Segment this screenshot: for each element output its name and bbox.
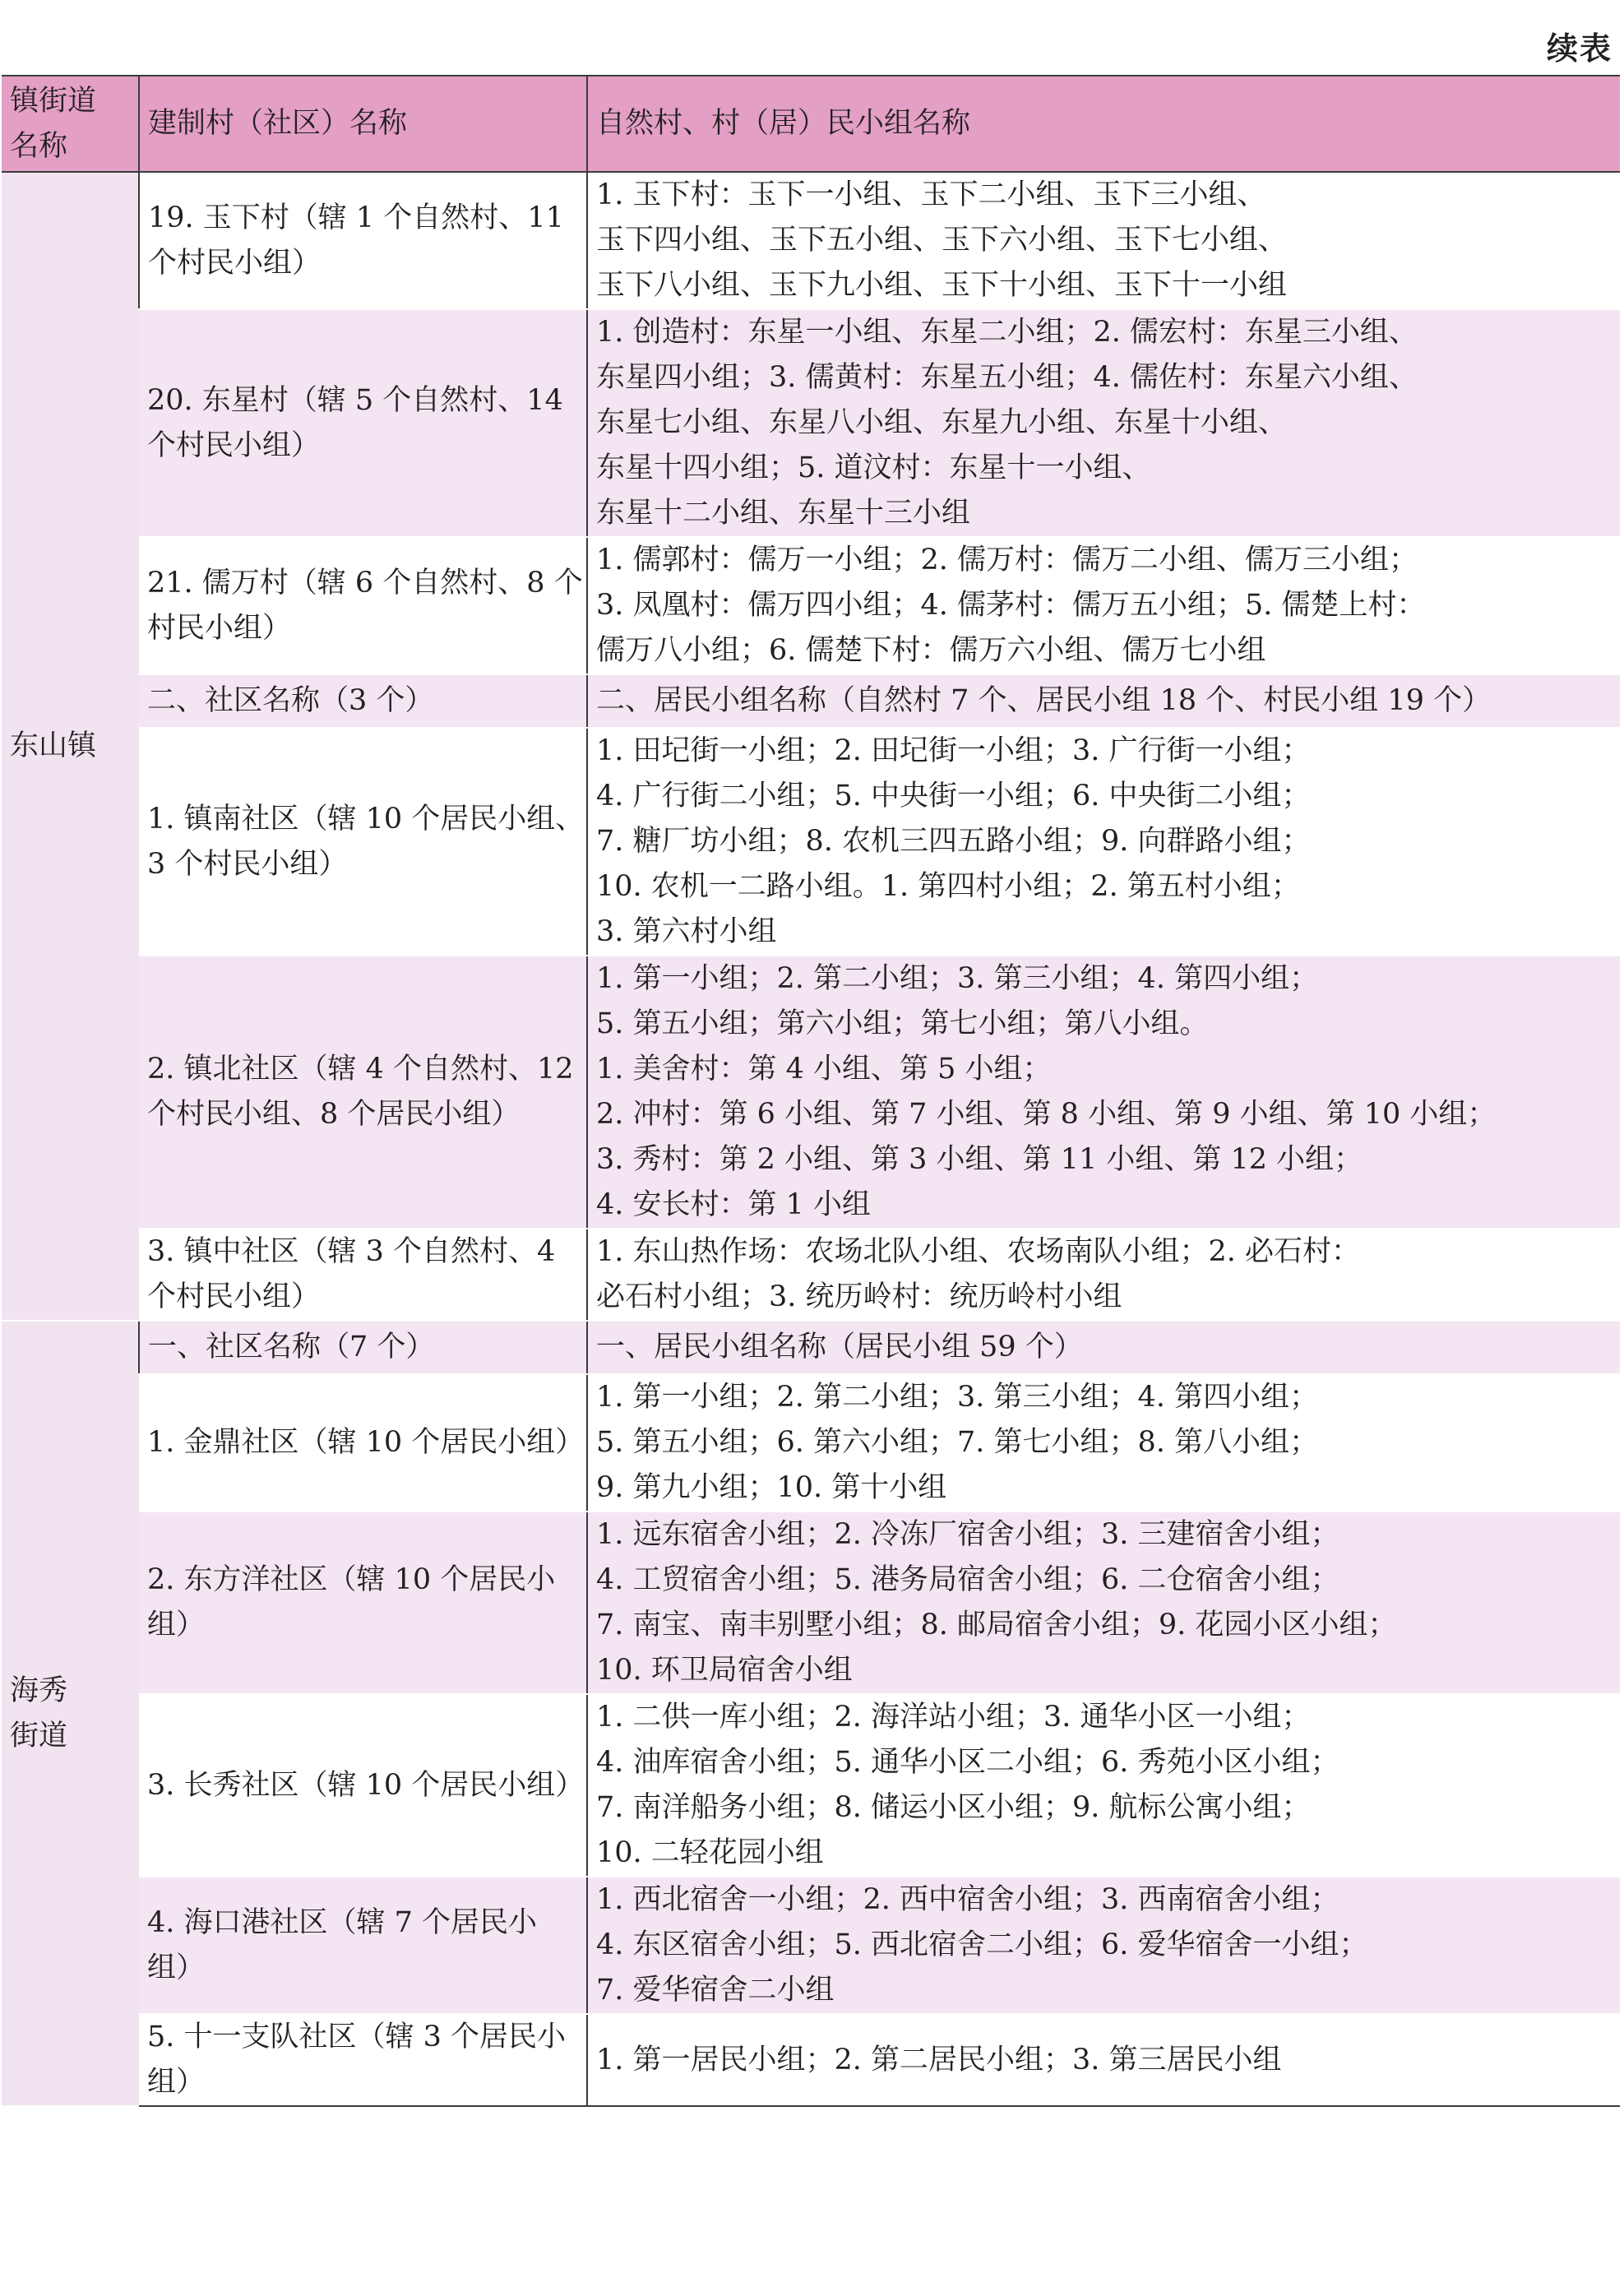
village-name-line: 3 个村民小组） [147,847,348,881]
village-group-table [2,75,1620,2107]
header-town-line: 镇街道 [10,84,97,118]
town-cell [2,172,139,1321]
group-list-line: 4. 安长村：第 1 小组 [596,1188,872,1221]
group-list-cell [587,1694,1620,1877]
group-list-line: 1. 二供一库小组；2. 海洋站小组；3. 通华小区一小组； [596,1701,1311,1734]
group-list-line: 4. 工贸宿舍小组；5. 港务局宿舍小组；6. 二仓宿舍小组； [596,1563,1339,1596]
group-list-line: 4. 广行街二小组；5. 中央街一小组；6. 中央街二小组； [596,780,1311,812]
village-name-cell [139,2014,587,2106]
village-name-line: 组） [147,1951,206,1984]
table-body [2,172,1620,2106]
group-list-line: 玉下八小组、玉下九小组、玉下十小组、玉下十一小组 [596,269,1288,302]
village-name-line: 21. 儒万村（辖 6 个自然村、8 个 [147,566,583,600]
village-name-line: 3. 镇中社区（辖 3 个自然村、4 [147,1235,556,1268]
village-name-line: 2. 镇北社区（辖 4 个自然村、12 [147,1053,574,1086]
village-name-line: 2. 东方洋社区（辖 10 个居民小 [147,1563,556,1596]
village-name-line: 组） [147,1609,206,1641]
group-list-line: 1. 美舍村：第 4 小组、第 5 小组； [596,1053,1052,1086]
header-village: 建制村（社区）名称 [139,76,587,172]
group-list-line: 3. 秀村：第 2 小组、第 3 小组、第 11 小组、第 12 小组； [596,1143,1363,1176]
village-name-line: 个村民小组、8 个居民小组） [147,1098,521,1131]
table-row [2,1321,1620,1374]
village-name-line: 组） [147,2066,206,2099]
town-name-line: 东山镇 [10,729,97,762]
village-name-line: 个村民小组） [148,246,322,280]
header-groups: 自然村、村（居）民小组名称 [587,76,1620,172]
group-list-line: 东星十二小组、东星十三小组 [596,497,971,530]
group-list-cell [587,309,1620,537]
table-row [2,309,1620,537]
continued-label: 续表 [1546,30,1612,67]
table-row [2,674,1620,728]
group-list-cell [587,1374,1620,1512]
village-name-cell [139,1374,587,1512]
group-list-line: 东星十四小组；5. 道汶村：东星十一小组、 [596,451,1151,484]
village-name-cell [139,674,587,728]
group-list-cell [587,1512,1620,1694]
group-list-line: 4. 东区宿舍小组；5. 西北宿舍二小组；6. 爱华宿舍一小组； [596,1928,1368,1961]
table-row [2,1877,1620,2014]
table-row [2,1694,1620,1877]
group-list-line: 1. 西北宿舍一小组；2. 西中宿舍小组；3. 西南宿舍小组； [596,1883,1339,1916]
town-name [10,724,96,769]
group-list-line: 东星七小组、东星八小组、东星九小组、东星十小组、 [596,406,1288,439]
group-list-line: 7. 糖厂坊小组；8. 农机三四五路小组；9. 向群路小组； [596,825,1311,858]
group-list-line: 4. 油库宿舍小组；5. 通华小区二小组；6. 秀苑小区小组； [596,1746,1339,1779]
group-list-line: 1. 第一小组；2. 第二小组；3. 第三小组；4. 第四小组； [596,1381,1319,1414]
village-name-cell [139,956,587,1229]
group-list-line: 10. 环卫局宿舍小组 [596,1654,853,1687]
group-list-line: 玉下四小组、玉下五小组、玉下六小组、玉下七小组、 [596,224,1288,257]
village-name-line: 村民小组） [147,611,292,645]
group-list-cell [587,537,1620,674]
header-town [2,76,139,172]
table-row [2,1229,1620,1321]
town-name [10,1669,67,1759]
group-list-line: 1. 田圮街一小组；2. 田圮街一小组；3. 广行街一小组； [596,734,1311,767]
group-list-line: 3. 凤凰村：儒万四小组；4. 儒茅村：儒万五小组；5. 儒楚上村： [596,589,1426,622]
group-list-line: 必石村小组；3. 统历岭村：统历岭村小组 [596,1280,1122,1313]
group-list-cell [587,172,1620,309]
village-name-cell [139,1877,587,2014]
group-list-cell [587,728,1620,956]
village-name-cell [139,537,587,674]
village-name-line: 4. 海口港社区（辖 7 个居民小 [147,1905,538,1939]
village-name-cell [139,728,587,956]
town-name-line: 街道 [10,1719,68,1752]
village-name-cell [139,309,587,537]
group-list-line: 东星四小组；3. 儒黄村：东星五小组；4. 儒佐村：东星六小组、 [596,361,1418,394]
group-list-line: 1. 远东宿舍小组；2. 冷冻厂宿舍小组；3. 三建宿舍小组； [596,1518,1339,1551]
village-name-line: 个村民小组） [147,428,321,462]
table-row [2,728,1620,956]
group-list-line: 二、居民小组名称（自然村 7 个、居民小组 18 个、村民小组 19 个） [596,684,1492,717]
group-list-line: 10. 二轻花园小组 [596,1836,824,1869]
group-list-line: 7. 南洋船务小组；8. 储运小区小组；9. 航标公寓小组； [596,1791,1311,1824]
village-name-line: 19. 玉下村（辖 1 个自然村、11 [148,201,564,234]
group-list-cell [587,2014,1620,2106]
table-row [2,1512,1620,1694]
group-list-line: 1. 东山热作场：农场北队小组、农场南队小组；2. 必石村： [596,1235,1361,1268]
group-list-line: 9. 第九小组；10. 第十小组 [596,1471,947,1504]
village-name-line: 一、社区名称（7 个） [148,1331,435,1363]
group-list-line: 3. 第六村小组 [596,915,777,948]
table-row [2,1374,1620,1512]
group-list-line: 10. 农机一二路小组。1. 第四村小组；2. 第五村小组； [596,870,1300,903]
group-list-line: 1. 第一小组；2. 第二小组；3. 第三小组；4. 第四小组； [596,962,1319,995]
village-name-line: 3. 长秀社区（辖 10 个居民小组） [147,1768,585,1802]
village-name-cell [139,1321,587,1374]
table-row [2,537,1620,674]
village-name-cell [139,1229,587,1321]
group-list-line: 1. 玉下村：玉下一小组、玉下二小组、玉下三小组、 [596,178,1266,211]
group-list-cell [587,956,1620,1229]
group-list-cell [587,1321,1620,1374]
table-header-row [2,76,1620,172]
header-town-line: 名称 [10,129,68,163]
table-row [2,172,1620,309]
village-name-line: 5. 十一支队社区（辖 3 个居民小 [147,2021,567,2053]
town-cell [2,1321,139,2106]
table-row [2,2014,1620,2106]
group-list-line: 5. 第五小组；6. 第六小组；7. 第七小组；8. 第八小组； [596,1426,1319,1459]
group-list-cell [587,674,1620,728]
village-name-cell [139,1512,587,1694]
group-list-line: 儒万八小组；6. 儒楚下村：儒万六小组、儒万七小组 [596,634,1266,667]
village-name-cell [139,1694,587,1877]
group-list-line: 1. 创造村：东星一小组、东星二小组；2. 儒宏村：东星三小组、 [596,316,1418,349]
group-list-line: 5. 第五小组；第六小组；第七小组；第八小组。 [596,1007,1209,1040]
group-list-line: 2. 冲村：第 6 小组、第 7 小组、第 8 小组、第 9 小组、第 10 小组； [596,1098,1497,1131]
group-list-line: 1. 第一居民小组；2. 第二居民小组；3. 第三居民小组 [596,2043,1282,2076]
village-name-line: 个村民小组） [147,1280,321,1313]
village-name-cell [139,172,587,309]
group-list-line: 1. 儒郭村：儒万一小组；2. 儒万村：儒万二小组、儒万三小组； [596,544,1418,576]
group-list-line: 一、居民小组名称（居民小组 59 个） [596,1331,1083,1363]
village-name-line: 20. 东星村（辖 5 个自然村、14 [147,383,563,417]
village-name-line: 1. 镇南社区（辖 10 个居民小组、 [147,802,585,836]
table-row [2,956,1620,1229]
group-list-line: 7. 爱华宿舍二小组 [596,1974,835,2007]
town-name-line: 海秀 [10,1674,68,1707]
village-name-line: 1. 金鼎社区（辖 10 个居民小组） [147,1426,585,1459]
village-name-line: 二、社区名称（3 个） [147,684,434,717]
group-list-line: 7. 南宝、南丰别墅小组；8. 邮局宿舍小组；9. 花园小区小组； [596,1609,1397,1641]
group-list-cell [587,1877,1620,2014]
group-list-cell [587,1229,1620,1321]
